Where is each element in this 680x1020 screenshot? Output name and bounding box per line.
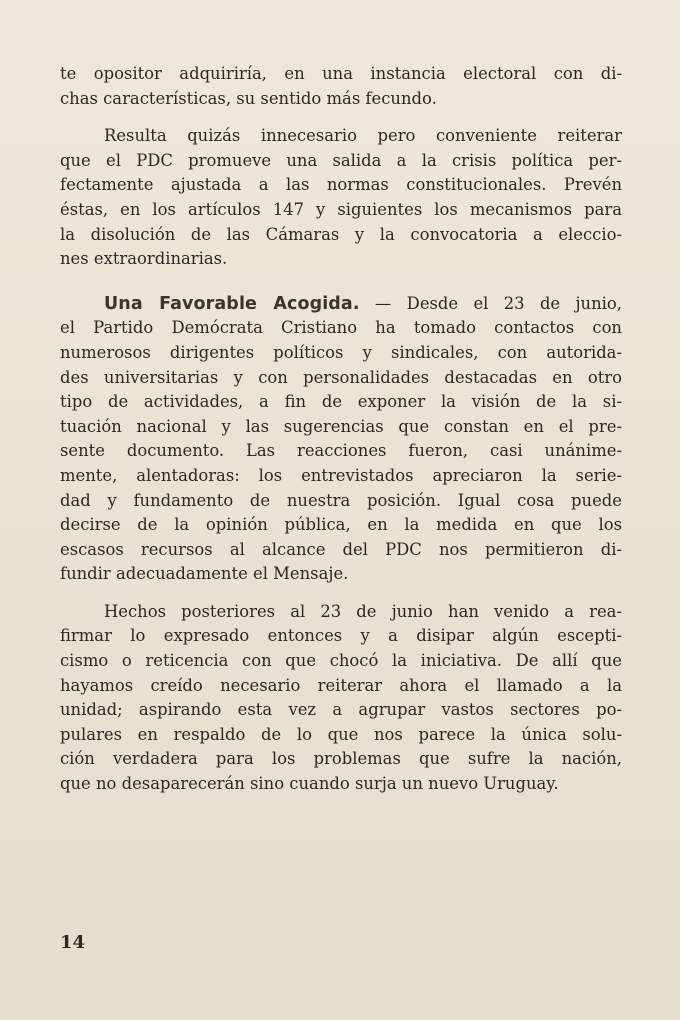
text-line: chas características, su sentido más fecundo. [60, 88, 437, 108]
page-number: 14 [60, 932, 86, 953]
text-line: tipo de actividades, a fin de exponer la visión de la si- [60, 392, 622, 412]
text-line: decirse de la opinión pública, en la medida en que los [60, 515, 622, 535]
text-line: el Partido Demócrata Cristiano ha tomado contactos con [60, 318, 622, 338]
text-line: unidad; aspirando esta vez a agrupar vastos sectores po- [60, 700, 622, 720]
text-line: fundir adecuadamente el Mensaje. [60, 564, 349, 584]
text-line: Hechos posteriores al 23 de junio han venido a rea- [104, 601, 622, 621]
text-line: des universitarias y con personalidades destacadas en otro [60, 367, 622, 387]
text-line: fectamente ajustada a las normas constitucionales. Prevén [60, 175, 622, 195]
paragraph-continuation [60, 62, 622, 111]
text-line: escasos recursos al alcance del PDC nos permitieron di- [60, 539, 622, 559]
paragraph-hechos [60, 600, 622, 797]
heading-dash: — [359, 293, 407, 313]
text-line: te opositor adquiriría, en una instancia electoral con di- [60, 64, 622, 83]
body-text [60, 62, 622, 797]
text-line: numerosos dirigentes políticos y sindicales, con autorida- [60, 342, 622, 362]
text-line: Resulta quizás innecesario pero conveniente reiterar [104, 126, 622, 146]
text-fragment: Desde el 23 de junio, [406, 293, 622, 313]
text-line: la disolución de las Cámaras y la convocatoria a eleccio- [60, 224, 622, 244]
text-line: pulares en respaldo de lo que nos parece la única solu- [60, 724, 622, 744]
text-line [60, 292, 622, 317]
text-line: dad y fundamento de nuestra posición. Igual cosa puede [60, 490, 622, 510]
paragraph-constitutional [60, 124, 622, 272]
text-line: firmar lo expresado entonces y a disipar algún escepti- [60, 626, 622, 646]
text-line: éstas, en los artículos 147 y siguientes los mecanismos para [60, 199, 622, 219]
text-line: ción verdadera para los problemas que sufre la nación, [60, 749, 622, 769]
text-line: hayamos creído necesario reiterar ahora el llamado a la [60, 675, 622, 695]
text-line: mente, alentadoras: los entrevistados apreciaron la serie- [60, 465, 622, 485]
text-line: que el PDC promueve una salida a la crisis política per- [60, 150, 622, 170]
section-heading: Una Favorable Acogida. [104, 293, 360, 314]
paragraph-acogida [60, 292, 622, 587]
text-line: cismo o reticencia con que chocó la iniciativa. De allí que [60, 651, 622, 671]
text-line: que no desaparecerán sino cuando surja un nuevo Uruguay. [60, 774, 559, 794]
text-line: nes extraordinarias. [60, 249, 228, 269]
text-line: sente documento. Las reacciones fueron, casi unánime- [60, 441, 622, 461]
text-line: tuación nacional y las sugerencias que constan en el pre- [60, 416, 622, 436]
